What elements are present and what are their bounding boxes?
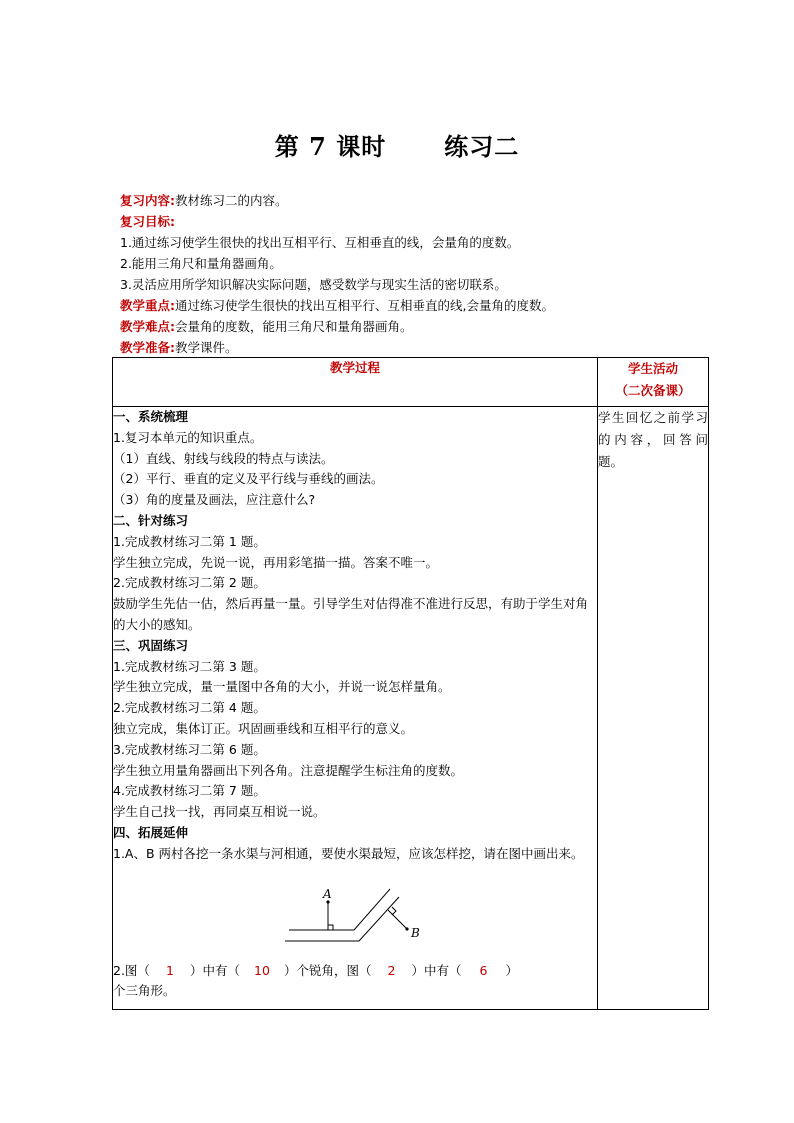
answer-3: 2 — [387, 962, 396, 978]
lesson-number: 第 7 课时 — [274, 132, 387, 161]
process-line: 4.完成教材练习二第 7 题。 — [113, 783, 266, 799]
page-title — [0, 127, 794, 162]
meta-difficulties: 教学难点:会量角的度数，能用三角尺和量角器画角。 — [120, 319, 413, 334]
extension-question-2: 2.图（ 1 ）中有（ 10 ）个锐角，图（ 2 ）中有（ 6 ） — [113, 961, 597, 982]
lesson-name: 练习二 — [444, 132, 520, 161]
label-b: B — [411, 925, 420, 940]
process-line: 学生自己找一找，再同桌互相说一说。 — [113, 804, 326, 820]
header-student-activity: 学生活动 （二次备课） — [598, 358, 709, 407]
meta-goal-2: 2.能用三角尺和量角器画角。 — [120, 256, 282, 271]
section-heading: 四、拓展延伸 — [113, 824, 189, 840]
meta-preparation: 教学准备:教学课件。 — [120, 340, 238, 355]
lesson-meta — [120, 190, 720, 358]
process-line: 3.完成教材练习二第 6 题。 — [113, 741, 266, 757]
process-line: 2.完成教材练习二第 2 题。 — [113, 575, 266, 591]
river-bank-lower — [285, 897, 399, 941]
extension-question-1: 1.A、B 两村各挖一条水渠与河相通，要使水渠最短，应该怎样挖，请在图中画出来。 — [113, 845, 584, 861]
section-heading: 二、针对练习 — [113, 512, 189, 528]
village-b-point — [405, 927, 408, 930]
process-line: 1.完成教材练习二第 3 题。 — [113, 658, 266, 674]
section-heading: 一、系统梳理 — [113, 409, 189, 424]
process-line: 鼓励学生先估一估，然后再量一量。引导学生对估得准不准进行反思，有助于学生对角的大小的感知。 — [113, 596, 589, 632]
student-activity-cell: 学生回忆之前学习的内容，回答问题。 — [598, 407, 709, 1010]
process-line: 独立完成，集体订正。巩固画垂线和互相平行的意义。 — [113, 720, 414, 736]
lesson-plan-table — [112, 357, 709, 1010]
process-line: 学生独立完成，量一量图中各角的大小，并说一说怎样量角。 — [113, 679, 451, 695]
right-angle-mark-a — [328, 925, 333, 930]
teaching-process-cell — [113, 407, 598, 1010]
right-angle-mark-b — [392, 907, 396, 915]
header-teaching-process: 教学过程 — [113, 358, 598, 407]
answer-1: 1 — [165, 962, 174, 978]
answer-4: 6 — [479, 962, 488, 978]
process-line: （1）直线、射线与线段的特点与读法。 — [113, 450, 334, 466]
process-line: 1.完成教材练习二第 1 题。 — [113, 533, 266, 549]
section-heading: 三、巩固练习 — [113, 637, 189, 653]
process-list — [113, 407, 597, 844]
process-line: 2.完成教材练习二第 4 题。 — [113, 700, 266, 716]
canal-diagram — [113, 865, 597, 961]
label-a: A — [323, 886, 332, 901]
meta-review-content: 复习内容:教材练习二的内容。 — [120, 193, 288, 208]
meta-goal-1: 1.通过练习使学生很快的找出互相平行、互相垂直的线，会量角的度数。 — [120, 235, 520, 250]
meta-review-goals: 复习目标: — [120, 214, 175, 229]
process-line: （2）平行、垂直的定义及平行线与垂线的画法。 — [113, 471, 384, 487]
extension-question-2-cont: 个三角形。 — [113, 983, 176, 999]
canal-b — [388, 910, 407, 929]
meta-key-points: 教学重点:通过练习使学生很快的找出互相平行、互相垂直的线,会量角的度数。 — [120, 298, 554, 313]
process-line: 1.复习本单元的知识重点。 — [113, 429, 263, 445]
process-line: （3）角的度量及画法，应注意什么? — [113, 492, 316, 508]
meta-goal-3: 3.灵活应用所学知识解决实际问题，感受数学与现实生活的密切联系。 — [120, 277, 507, 292]
river-diagram-svg — [113, 865, 586, 961]
process-line: 学生独立完成，先说一说，再用彩笔描一描。答案不唯一。 — [113, 554, 439, 570]
answer-2: 10 — [254, 962, 270, 978]
process-line: 学生独立用量角器画出下列各角。注意提醒学生标注角的度数。 — [113, 762, 464, 778]
